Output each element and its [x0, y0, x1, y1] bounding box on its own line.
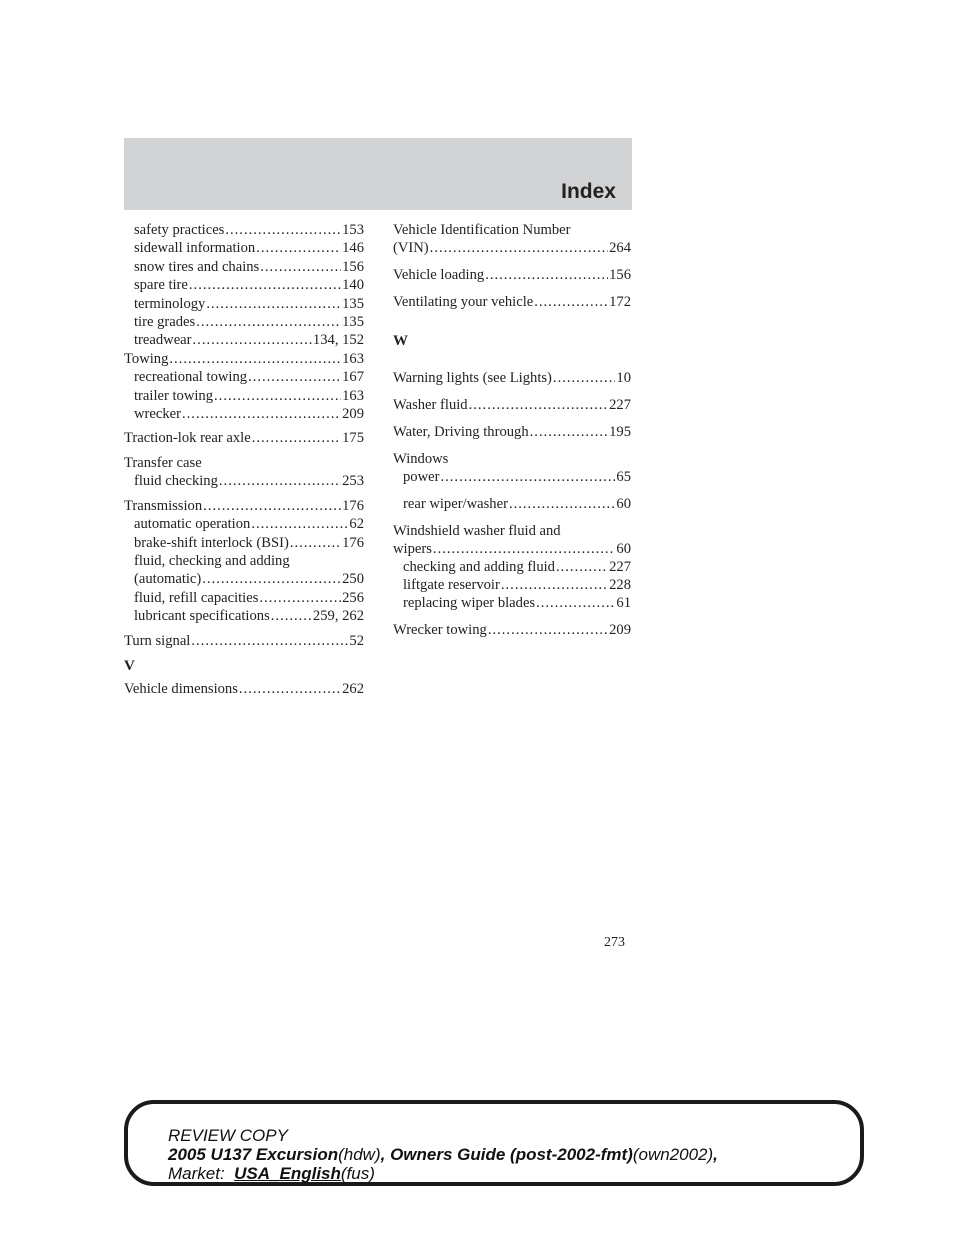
- dot-leader: [501, 576, 608, 594]
- index-entry-label: Turn signal: [124, 632, 191, 649]
- dot-leader: [259, 589, 341, 607]
- index-entry-label: brake-shift interlock (BSI): [134, 534, 289, 551]
- index-entry-page: 176: [342, 534, 364, 551]
- dot-leader: [206, 295, 341, 313]
- index-entry-label: Vehicle loading: [393, 267, 485, 283]
- index-entry-label: Water, Driving through: [393, 424, 529, 440]
- index-entry: [124, 570, 364, 588]
- index-entry-label: fluid, refill capacities: [134, 589, 259, 606]
- dot-leader: [169, 350, 341, 368]
- page-number: 273: [604, 935, 625, 950]
- index-entry-label: automatic operation: [134, 516, 251, 533]
- index-entry: [124, 387, 364, 405]
- index-entry: [393, 495, 631, 513]
- index-entry-label: Wrecker towing: [393, 622, 487, 638]
- dot-leader: [202, 570, 341, 588]
- index-entry-label: Warning lights (see Lights): [393, 370, 552, 386]
- index-entry-label: (VIN): [393, 240, 429, 256]
- dot-leader: [536, 594, 615, 612]
- index-entry: [124, 276, 364, 294]
- dot-leader: [260, 258, 341, 276]
- index-entry-page: 172: [609, 294, 631, 310]
- footer-market-line: [168, 1164, 718, 1183]
- dot-leader: [430, 239, 608, 257]
- index-entry: [124, 497, 364, 515]
- dot-leader: [556, 558, 608, 576]
- index-entry-page: 52: [349, 632, 364, 649]
- dot-leader: [488, 621, 608, 639]
- index-entry-page: 259, 262: [312, 608, 364, 625]
- index-entry-label: power: [403, 469, 440, 485]
- dot-leader: [193, 331, 312, 349]
- index-entry: [124, 589, 364, 607]
- index-entry: [124, 258, 364, 276]
- index-entry-label: recreational towing: [134, 369, 248, 386]
- index-entry-label: (automatic): [134, 571, 202, 588]
- index-entry-page: 209: [342, 406, 364, 423]
- index-entry: [124, 350, 364, 368]
- section-title: Index: [561, 180, 616, 203]
- index-entry-page: 264: [609, 240, 631, 256]
- dot-leader: [271, 607, 312, 625]
- index-entry: [393, 621, 631, 639]
- index-entry-label: Traction-lok rear axle: [124, 430, 251, 447]
- index-entry: [124, 405, 364, 423]
- index-entry: [124, 534, 364, 552]
- index-entry: [393, 369, 631, 387]
- index-entry-page: 62: [349, 516, 364, 533]
- dot-leader: [433, 540, 615, 558]
- index-entry: [393, 558, 631, 576]
- index-entry-label: safety practices: [134, 222, 225, 238]
- dot-leader: [534, 293, 608, 311]
- dot-leader: [203, 497, 341, 515]
- index-entry-page: 153: [342, 222, 364, 238]
- index-entry: [124, 295, 364, 313]
- index-entry-page: 134, 152: [312, 332, 364, 349]
- index-entry-page: 156: [342, 258, 364, 275]
- index-entry: [124, 680, 364, 698]
- index-entry: [393, 576, 631, 594]
- index-entry: [124, 331, 364, 349]
- index-entry-label: Towing: [124, 350, 169, 367]
- index-entry: [124, 221, 364, 239]
- index-entry: [124, 632, 364, 650]
- index-entry-label: replacing wiper blades: [403, 595, 536, 611]
- index-entry-label: trailer towing: [134, 387, 214, 404]
- index-entry-text: Transfer case: [124, 454, 202, 471]
- index-entry-page: 209: [609, 622, 631, 638]
- index-entry-page: 227: [609, 559, 631, 575]
- index-entry-label: wipers: [393, 541, 432, 557]
- index-entry: [393, 266, 631, 284]
- index-entry-page: 250: [342, 571, 364, 588]
- index-entry-label: snow tires and chains: [134, 258, 260, 275]
- index-entry: [393, 293, 631, 311]
- index-entry-label: treadwear: [134, 332, 192, 349]
- index-entry-page: 65: [616, 469, 631, 485]
- index-letter-heading: W: [393, 333, 408, 349]
- index-entry-page: 60: [616, 496, 631, 512]
- index-entry: [124, 313, 364, 331]
- dot-leader: [530, 423, 608, 441]
- index-entry-page: 156: [609, 267, 631, 283]
- index-entry-label: fluid checking: [134, 473, 218, 490]
- dot-leader: [219, 472, 341, 490]
- index-entry-text: Windshield washer fluid and: [393, 523, 561, 539]
- index-entry-page: 227: [609, 397, 631, 413]
- footer-vehicle: 2005 U137 Excursion: [168, 1145, 339, 1164]
- index-entry-page: 163: [342, 387, 364, 404]
- index-entry-page: 176: [342, 497, 364, 514]
- index-entry-page: 140: [342, 277, 364, 294]
- index-entry: [393, 468, 631, 486]
- dot-leader: [256, 239, 341, 257]
- index-entry-label: Transmission: [124, 497, 203, 514]
- index-entry-label: wrecker: [134, 406, 181, 423]
- footer-vehicle-code: (hdw): [338, 1145, 381, 1164]
- dot-leader: [248, 368, 341, 386]
- dot-leader: [251, 515, 348, 533]
- footer-market-code: (fus): [340, 1164, 375, 1183]
- index-column-left: [124, 221, 364, 698]
- index-entry-label: lubricant specifications: [134, 608, 270, 625]
- index-entry-text: Vehicle Identification Number: [393, 222, 571, 238]
- index-entry-label: tire grades: [134, 314, 196, 331]
- index-entry-page: 146: [342, 240, 364, 257]
- footer-guide: , Owners Guide (post-2002-fmt): [380, 1145, 633, 1164]
- dot-leader: [191, 632, 348, 650]
- dot-leader: [225, 221, 341, 239]
- index-entry-label: terminology: [134, 295, 206, 312]
- footer-market-label: Market:: [168, 1164, 225, 1183]
- index-entry: [124, 472, 364, 490]
- dot-leader: [214, 387, 341, 405]
- dot-leader: [440, 468, 615, 486]
- index-entry-label: Washer fluid: [393, 397, 468, 413]
- index-entry-text: fluid, checking and adding: [134, 552, 290, 569]
- footer-trail: ,: [713, 1145, 718, 1164]
- index-entry: [124, 239, 364, 257]
- dot-leader: [290, 534, 341, 552]
- index-entry-page: 195: [609, 424, 631, 440]
- dot-leader: [485, 266, 608, 284]
- footer-review-copy: REVIEW COPY: [168, 1126, 288, 1145]
- dot-leader: [182, 405, 341, 423]
- index-entry: [393, 423, 631, 441]
- footer-text: [168, 1126, 718, 1183]
- footer-market: USA_English: [234, 1164, 341, 1183]
- dot-leader: [509, 495, 615, 513]
- index-entry: [124, 515, 364, 533]
- index-entry-page: 60: [616, 541, 631, 557]
- index-entry-label: rear wiper/washer: [403, 496, 508, 512]
- index-entry-page: 256: [342, 589, 364, 606]
- index-entry-label: sidewall information: [134, 240, 256, 257]
- index-entry-label: liftgate reservoir: [403, 577, 500, 593]
- index-letter-heading: V: [124, 657, 135, 674]
- header-band: [124, 138, 632, 210]
- index-entry-page: 135: [342, 314, 364, 331]
- index-entry: [124, 607, 364, 625]
- dot-leader: [553, 369, 615, 387]
- index-entry-page: 135: [342, 295, 364, 312]
- dot-leader: [189, 276, 341, 294]
- index-entry-page: 175: [342, 430, 364, 447]
- index-entry: [393, 396, 631, 414]
- index-entry-page: 167: [342, 369, 364, 386]
- footer-guide-code: (own2002): [632, 1145, 714, 1164]
- index-entry-page: 61: [616, 595, 631, 611]
- index-entry: [393, 594, 631, 612]
- index-entry-page: 10: [616, 370, 631, 386]
- dot-leader: [469, 396, 609, 414]
- index-entry: [393, 239, 631, 257]
- index-entry-page: 163: [342, 350, 364, 367]
- index-entry: [124, 429, 364, 447]
- index-entry-page: 228: [609, 577, 631, 593]
- index-entry: [393, 540, 631, 558]
- index-entry-page: 262: [342, 680, 364, 697]
- index-column-right: [393, 221, 631, 639]
- index-entry-label: checking and adding fluid: [403, 559, 555, 575]
- dot-leader: [239, 680, 341, 698]
- review-copy-footer: [124, 1100, 864, 1186]
- dot-leader: [196, 313, 341, 331]
- index-entry-label: spare tire: [134, 277, 188, 294]
- index-entry-page: 253: [342, 473, 364, 490]
- index-entry-label: Vehicle dimensions: [124, 680, 238, 697]
- index-entry-text: Windows: [393, 451, 449, 467]
- footer-vehicle-line: [168, 1145, 718, 1164]
- index-entry-label: Ventilating your vehicle: [393, 294, 534, 310]
- dot-leader: [252, 429, 341, 447]
- index-entry: [124, 368, 364, 386]
